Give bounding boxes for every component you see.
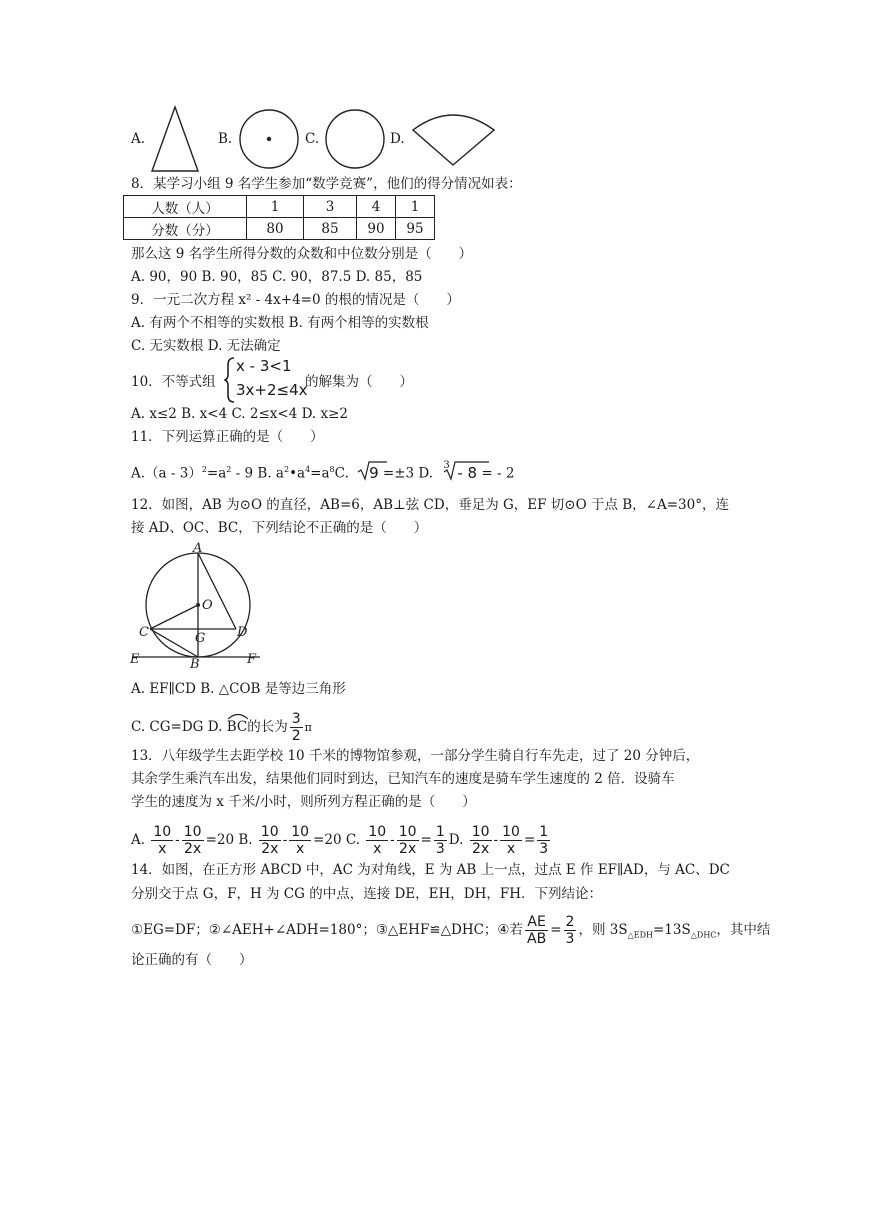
equals: = [420,832,432,848]
q14-stem-4: 论正确的有（ ） [131,952,253,968]
q11-option-c: C. [334,465,349,482]
denominator: 2 [291,728,301,744]
fraction [500,824,522,857]
numerator: 3 [291,711,301,727]
denominator: AB [527,931,547,947]
subscript: △DHC [690,930,717,940]
circle-with-center-figure [238,108,300,170]
q13-stem-2: 其余学生乘汽车出发，结果他们同时到达，已知汽车的速度是骑车学生速度的 2 倍．设骑车 [131,771,675,787]
radicand: - 8 [457,463,478,482]
root-index: 3 [443,459,450,471]
table-cell: 3 [304,196,357,218]
q14-text: =13S [653,922,691,938]
table-cell: 1 [247,196,304,218]
exponent: 4 [305,465,311,474]
table-cell: 人数（人） [124,196,247,218]
minus: - [175,832,180,848]
q11-options [131,460,514,484]
q12-options-d-text: 的长为 [247,719,288,735]
table-cell: 分数（分） [124,218,247,240]
table-cell: 1 [396,196,435,218]
minus: - [390,832,395,848]
q11-option-a: A.（a - 3） [131,465,202,482]
option-a-label: A. [131,832,146,848]
denominator: x [296,841,305,857]
q9-stem: 9．一元二次方程 x² - 4x+4=0 的根的情况是（ ） [131,292,460,308]
q9-options-1: A. 有两个不相等的实数根 B. 有两个相等的实数根 [131,315,429,331]
numerator: 10 [183,824,202,840]
denominator: 2x [261,841,279,857]
arc-label: BC [226,719,248,735]
sqrt-expression [357,463,379,484]
q7-option-a-label: A. [131,131,146,147]
numerator: 10 [291,824,310,840]
score-table [123,195,435,240]
table-cell: 80 [247,218,304,240]
circle-figure [324,108,386,170]
q10-options: A. x≤2 B. x<4 C. 2≤x<4 D. x≥2 [131,406,349,422]
point-label-e: E [130,652,140,667]
circle-geometry-figure [126,540,266,670]
arc-notation [227,717,248,737]
denominator: x [158,841,167,857]
denominator: x [506,841,516,857]
denominator: x [373,841,382,857]
numerator: 2 [565,914,575,930]
fraction [182,824,204,857]
q12-options-2 [131,711,312,744]
numerator: 10 [398,824,417,840]
fraction [289,824,311,857]
equals: = [523,832,536,848]
q14-stem-3 [131,910,770,956]
point-label-f: F [247,652,257,667]
q12-options-c: C. CG=DG D. [131,719,223,735]
q10-suffix: 的解集为（ ） [305,374,413,390]
q7-option-b-label: B. [218,131,233,147]
numerator: 10 [471,824,490,840]
q10-prefix: 10．不等式组 [131,374,216,390]
fraction [259,824,281,857]
q13-stem-3: 学生的速度为 x 千米/小时，则所列方程正确的是（ ） [131,794,476,810]
q14-stem-2: 分别交于点 G，F，H 为 CG 的中点，连接 DE，EH，DH，FH．下列结论： [131,886,603,902]
q14-text: ，其中结 [716,922,771,938]
q14-stem-1: 14．如图，在正方形 ABCD 中，AC 为对角线，E 为 AB 上一点，过点 E 作 EF∥AD，与 AC、DC [131,862,730,878]
point-label-o: O [202,598,213,613]
brace-icon [224,357,236,403]
q7-option-c-label: C. [305,131,320,147]
q9-options-2: C. 无实数根 D. 无法确定 [131,338,281,354]
subscript: △EDH [627,930,653,940]
fraction [397,824,419,857]
q10-inequality-1: x - 3<1 [236,357,292,375]
cbrt-icon [443,460,489,482]
radicand: 9 [369,463,379,482]
minus: - [493,832,499,848]
denominator: 2x [472,841,490,857]
table-cell: 85 [304,218,357,240]
point-label-d: D [237,625,248,640]
table-row [124,218,435,240]
fraction [290,711,303,744]
equals: = [550,922,562,938]
q14-conclusions: ①EG=DF；②∠AEH+∠ADH=180°；③△EHF≌△DHC；④若 [131,922,524,938]
denominator: 2x [399,841,417,857]
sqrt-icon [357,460,387,482]
table-cell: 4 [357,196,396,218]
q11-option-c-text: =±3 D. [378,465,434,482]
numerator: 1 [435,824,445,840]
fraction [537,824,550,857]
q11-option-b-text: •a [289,465,306,482]
option-c-label: C. [345,832,361,848]
point-label-c: C [139,625,149,640]
denominator: 3 [539,841,549,857]
point-label-g: G [195,631,206,646]
q8-options: A. 90，90 B. 90，85 C. 90，87.5 D. 85，85 [131,269,423,285]
point-label-a: A [193,541,203,556]
fraction [525,914,548,947]
exponent: 2 [283,465,290,474]
table-cell: 90 [357,218,396,240]
q12-stem-1: 12．如图，AB 为⊙O 的直径，AB=6，AB⊥弦 CD，垂足为 G，EF 切⊙O 于点 B，∠A=30°，连 [131,497,729,513]
q10-inequality-2: 3x+2≤4x [236,381,308,399]
sector-figure [408,108,498,170]
equals-20: =20 [205,832,235,848]
equals-20: =20 [313,832,342,848]
q11-option-a-text: =a [206,465,227,482]
q12-options-1: A. EF∥CD B. △COB 是等边三角形 [131,681,346,697]
denominator: 3 [565,931,575,947]
exponent: 2 [226,465,232,474]
q7-option-d-label: D. [390,131,405,147]
q14-text: ，则 3S [578,922,628,938]
table-cell: 95 [396,218,435,240]
q8-stem: 8．某学习小组 9 名学生参加“数学竞赛”，他们的得分情况如表： [131,176,522,192]
q11-option-b: - 9 B. a [231,465,284,482]
arc-icon [227,712,249,720]
fraction [151,824,173,857]
numerator: AE [525,914,548,931]
q12-stem-2: 接 AD、OC、BC，下列结论不正确的是（ ） [131,520,428,536]
fraction [564,914,577,947]
cbrt-expression [443,459,478,484]
q13-options [131,820,552,860]
q8-question: 那么这 9 名学生所得分数的众数和中位数分别是（ ） [131,246,473,262]
numerator: 1 [539,824,549,840]
numerator: 10 [368,824,387,840]
fraction [366,824,388,857]
option-d-label: D. [448,832,464,848]
q11-option-d-text: = - 2 [477,465,515,482]
minus: - [282,832,288,848]
numerator: 10 [502,824,520,840]
q13-stem-1: 13．八年级学生去距学校 10 千米的博物馆参观，一部分学生骑自行车先走，过了 20 分钟后， [131,748,700,764]
fraction [434,824,447,857]
option-b-label: B. [238,832,253,848]
exponent: 8 [329,465,335,474]
denominator: 2x [184,841,202,857]
numerator: 10 [153,824,172,840]
fraction [470,824,492,857]
q11-option-b-text: =a [310,465,330,482]
point-label-b: B [190,657,200,670]
triangle-figure [150,105,200,173]
numerator: 10 [260,824,279,840]
pi-symbol: π [304,721,312,734]
denominator: 3 [435,841,445,857]
exponent: 2 [201,465,207,474]
q11-stem: 11．下列运算正确的是（ ） [131,429,324,445]
table-row [124,196,435,218]
